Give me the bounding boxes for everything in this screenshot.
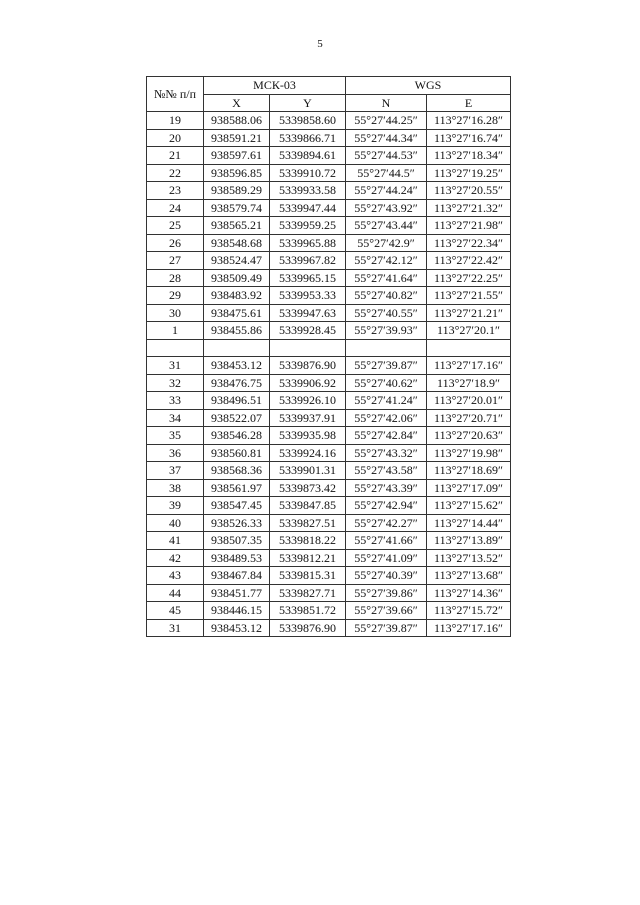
cell-e: 113°27′14.36″ — [427, 584, 511, 602]
cell-point-number: 23 — [147, 182, 204, 200]
table-row — [147, 462, 511, 480]
cell-point-number: 30 — [147, 304, 204, 322]
table-row — [147, 567, 511, 585]
cell-point-number: 36 — [147, 444, 204, 462]
cell-x: 938476.75 — [204, 374, 270, 392]
table-row — [147, 129, 511, 147]
cell-e: 113°27′15.62″ — [427, 497, 511, 515]
cell-point-number: 37 — [147, 462, 204, 480]
cell-e: 113°27′17.16″ — [427, 357, 511, 375]
table-row — [147, 164, 511, 182]
cell-y: 5339926.10 — [270, 392, 346, 410]
cell-point-number: 28 — [147, 269, 204, 287]
table-header-row — [147, 77, 511, 95]
cell-e: 113°27′14.44″ — [427, 514, 511, 532]
table-body — [147, 112, 511, 637]
table-row — [147, 112, 511, 130]
table-row — [147, 217, 511, 235]
cell-y: 5339851.72 — [270, 602, 346, 620]
cell-x: 938560.81 — [204, 444, 270, 462]
cell-point-number: 29 — [147, 287, 204, 305]
cell-x: 938565.21 — [204, 217, 270, 235]
cell-x: 938507.35 — [204, 532, 270, 550]
cell-x: 938589.29 — [204, 182, 270, 200]
cell-n: 55°27′44.25″ — [346, 112, 427, 130]
cell-x: 938547.45 — [204, 497, 270, 515]
table-row — [147, 287, 511, 305]
cell-n: 55°27′42.84″ — [346, 427, 427, 445]
cell-point-number: 43 — [147, 567, 204, 585]
cell-point-number: 45 — [147, 602, 204, 620]
cell-point-number: 25 — [147, 217, 204, 235]
cell-e: 113°27′21.55″ — [427, 287, 511, 305]
cell-y: 5339959.25 — [270, 217, 346, 235]
cell-point-number: 22 — [147, 164, 204, 182]
cell-e: 113°27′16.28″ — [427, 112, 511, 130]
cell-x: 938579.74 — [204, 199, 270, 217]
cell-n: 55°27′42.27″ — [346, 514, 427, 532]
cell-e: 113°27′19.25″ — [427, 164, 511, 182]
cell-e — [427, 339, 511, 357]
header-y: Y — [270, 94, 346, 112]
cell-y: 5339812.21 — [270, 549, 346, 567]
cell-x: 938489.53 — [204, 549, 270, 567]
cell-n: 55°27′44.24″ — [346, 182, 427, 200]
cell-point-number: 31 — [147, 357, 204, 375]
table-row — [147, 252, 511, 270]
cell-point-number: 19 — [147, 112, 204, 130]
cell-point-number: 1 — [147, 322, 204, 340]
table-row — [147, 182, 511, 200]
header-n: N — [346, 94, 427, 112]
cell-x: 938526.33 — [204, 514, 270, 532]
cell-x: 938451.77 — [204, 584, 270, 602]
cell-n: 55°27′41.09″ — [346, 549, 427, 567]
cell-point-number: 40 — [147, 514, 204, 532]
cell-n: 55°27′42.94″ — [346, 497, 427, 515]
table-row — [147, 199, 511, 217]
cell-point-number: 20 — [147, 129, 204, 147]
cell-n: 55°27′44.34″ — [346, 129, 427, 147]
cell-x: 938524.47 — [204, 252, 270, 270]
cell-point-number: 26 — [147, 234, 204, 252]
cell-x: 938596.85 — [204, 164, 270, 182]
cell-e: 113°27′22.34″ — [427, 234, 511, 252]
header-point-number: №№ п/п — [147, 77, 204, 112]
cell-point-number: 39 — [147, 497, 204, 515]
cell-point-number: 27 — [147, 252, 204, 270]
cell-point-number: 38 — [147, 479, 204, 497]
cell-x: 938561.97 — [204, 479, 270, 497]
cell-y: 5339894.61 — [270, 147, 346, 165]
table-row — [147, 357, 511, 375]
cell-e: 113°27′17.16″ — [427, 619, 511, 637]
cell-y: 5339935.98 — [270, 427, 346, 445]
cell-n: 55°27′41.66″ — [346, 532, 427, 550]
cell-x: 938446.15 — [204, 602, 270, 620]
cell-x: 938548.68 — [204, 234, 270, 252]
cell-n — [346, 339, 427, 357]
cell-x: 938483.92 — [204, 287, 270, 305]
cell-n: 55°27′42.9″ — [346, 234, 427, 252]
cell-e: 113°27′18.34″ — [427, 147, 511, 165]
cell-point-number — [147, 339, 204, 357]
table-row — [147, 322, 511, 340]
cell-point-number: 33 — [147, 392, 204, 410]
cell-e: 113°27′13.52″ — [427, 549, 511, 567]
cell-point-number: 44 — [147, 584, 204, 602]
cell-e: 113°27′16.74″ — [427, 129, 511, 147]
cell-n: 55°27′40.39″ — [346, 567, 427, 585]
cell-n: 55°27′43.44″ — [346, 217, 427, 235]
cell-y: 5339818.22 — [270, 532, 346, 550]
cell-n: 55°27′39.86″ — [346, 584, 427, 602]
table-row — [147, 409, 511, 427]
cell-y: 5339965.88 — [270, 234, 346, 252]
table-row — [147, 269, 511, 287]
cell-n: 55°27′39.66″ — [346, 602, 427, 620]
table-row — [147, 532, 511, 550]
cell-x: 938597.61 — [204, 147, 270, 165]
cell-x: 938455.86 — [204, 322, 270, 340]
cell-y: 5339827.51 — [270, 514, 346, 532]
cell-e: 113°27′18.69″ — [427, 462, 511, 480]
cell-y: 5339901.31 — [270, 462, 346, 480]
cell-point-number: 42 — [147, 549, 204, 567]
cell-x — [204, 339, 270, 357]
cell-e: 113°27′20.71″ — [427, 409, 511, 427]
coordinates-table — [146, 76, 511, 637]
cell-y: 5339924.16 — [270, 444, 346, 462]
cell-point-number: 32 — [147, 374, 204, 392]
table-row — [147, 304, 511, 322]
cell-e: 113°27′20.63″ — [427, 427, 511, 445]
cell-n: 55°27′44.5″ — [346, 164, 427, 182]
cell-point-number: 41 — [147, 532, 204, 550]
table-row — [147, 602, 511, 620]
cell-e: 113°27′13.68″ — [427, 567, 511, 585]
cell-y: 5339827.71 — [270, 584, 346, 602]
table-row — [147, 514, 511, 532]
cell-x: 938546.28 — [204, 427, 270, 445]
cell-n: 55°27′43.58″ — [346, 462, 427, 480]
cell-y: 5339953.33 — [270, 287, 346, 305]
cell-x: 938453.12 — [204, 357, 270, 375]
table-row — [147, 444, 511, 462]
cell-e: 113°27′21.32″ — [427, 199, 511, 217]
cell-point-number: 35 — [147, 427, 204, 445]
cell-y: 5339906.92 — [270, 374, 346, 392]
cell-n: 55°27′40.55″ — [346, 304, 427, 322]
header-e: E — [427, 94, 511, 112]
cell-n: 55°27′41.24″ — [346, 392, 427, 410]
cell-point-number: 31 — [147, 619, 204, 637]
cell-y: 5339928.45 — [270, 322, 346, 340]
cell-e: 113°27′20.01″ — [427, 392, 511, 410]
cell-y: 5339876.90 — [270, 357, 346, 375]
cell-e: 113°27′19.98″ — [427, 444, 511, 462]
cell-point-number: 34 — [147, 409, 204, 427]
cell-n: 55°27′43.92″ — [346, 199, 427, 217]
cell-y: 5339858.60 — [270, 112, 346, 130]
cell-n: 55°27′39.87″ — [346, 357, 427, 375]
cell-y: 5339873.42 — [270, 479, 346, 497]
cell-x: 938496.51 — [204, 392, 270, 410]
cell-x: 938475.61 — [204, 304, 270, 322]
cell-n: 55°27′39.93″ — [346, 322, 427, 340]
cell-y: 5339815.31 — [270, 567, 346, 585]
cell-y — [270, 339, 346, 357]
table-row — [147, 147, 511, 165]
cell-e: 113°27′20.1″ — [427, 322, 511, 340]
cell-n: 55°27′40.62″ — [346, 374, 427, 392]
header-msk: МСК-03 — [204, 77, 346, 95]
cell-e: 113°27′15.72″ — [427, 602, 511, 620]
cell-n: 55°27′44.53″ — [346, 147, 427, 165]
cell-n: 55°27′43.39″ — [346, 479, 427, 497]
table-row — [147, 392, 511, 410]
cell-x: 938591.21 — [204, 129, 270, 147]
cell-n: 55°27′39.87″ — [346, 619, 427, 637]
cell-e: 113°27′21.98″ — [427, 217, 511, 235]
cell-point-number: 21 — [147, 147, 204, 165]
cell-n: 55°27′43.32″ — [346, 444, 427, 462]
cell-y: 5339847.85 — [270, 497, 346, 515]
cell-n: 55°27′41.64″ — [346, 269, 427, 287]
header-x: X — [204, 94, 270, 112]
table-row — [147, 497, 511, 515]
cell-n: 55°27′42.12″ — [346, 252, 427, 270]
table-row — [147, 427, 511, 445]
cell-e: 113°27′13.89″ — [427, 532, 511, 550]
cell-y: 5339947.63 — [270, 304, 346, 322]
cell-x: 938509.49 — [204, 269, 270, 287]
cell-y: 5339866.71 — [270, 129, 346, 147]
table-row — [147, 339, 511, 357]
cell-e: 113°27′21.21″ — [427, 304, 511, 322]
cell-point-number: 24 — [147, 199, 204, 217]
table-row — [147, 619, 511, 637]
table-row — [147, 584, 511, 602]
cell-e: 113°27′22.42″ — [427, 252, 511, 270]
table-row — [147, 479, 511, 497]
cell-y: 5339937.91 — [270, 409, 346, 427]
cell-x: 938522.07 — [204, 409, 270, 427]
cell-y: 5339876.90 — [270, 619, 346, 637]
cell-x: 938453.12 — [204, 619, 270, 637]
cell-n: 55°27′40.82″ — [346, 287, 427, 305]
cell-x: 938467.84 — [204, 567, 270, 585]
table-row — [147, 234, 511, 252]
header-wgs: WGS — [346, 77, 511, 95]
cell-e: 113°27′17.09″ — [427, 479, 511, 497]
cell-x: 938568.36 — [204, 462, 270, 480]
table-row — [147, 374, 511, 392]
table-row — [147, 549, 511, 567]
cell-x: 938588.06 — [204, 112, 270, 130]
cell-y: 5339947.44 — [270, 199, 346, 217]
cell-e: 113°27′18.9″ — [427, 374, 511, 392]
cell-y: 5339933.58 — [270, 182, 346, 200]
cell-y: 5339965.15 — [270, 269, 346, 287]
cell-y: 5339967.82 — [270, 252, 346, 270]
cell-y: 5339910.72 — [270, 164, 346, 182]
cell-e: 113°27′22.25″ — [427, 269, 511, 287]
cell-e: 113°27′20.55″ — [427, 182, 511, 200]
page-number: 5 — [317, 38, 323, 50]
cell-n: 55°27′42.06″ — [346, 409, 427, 427]
